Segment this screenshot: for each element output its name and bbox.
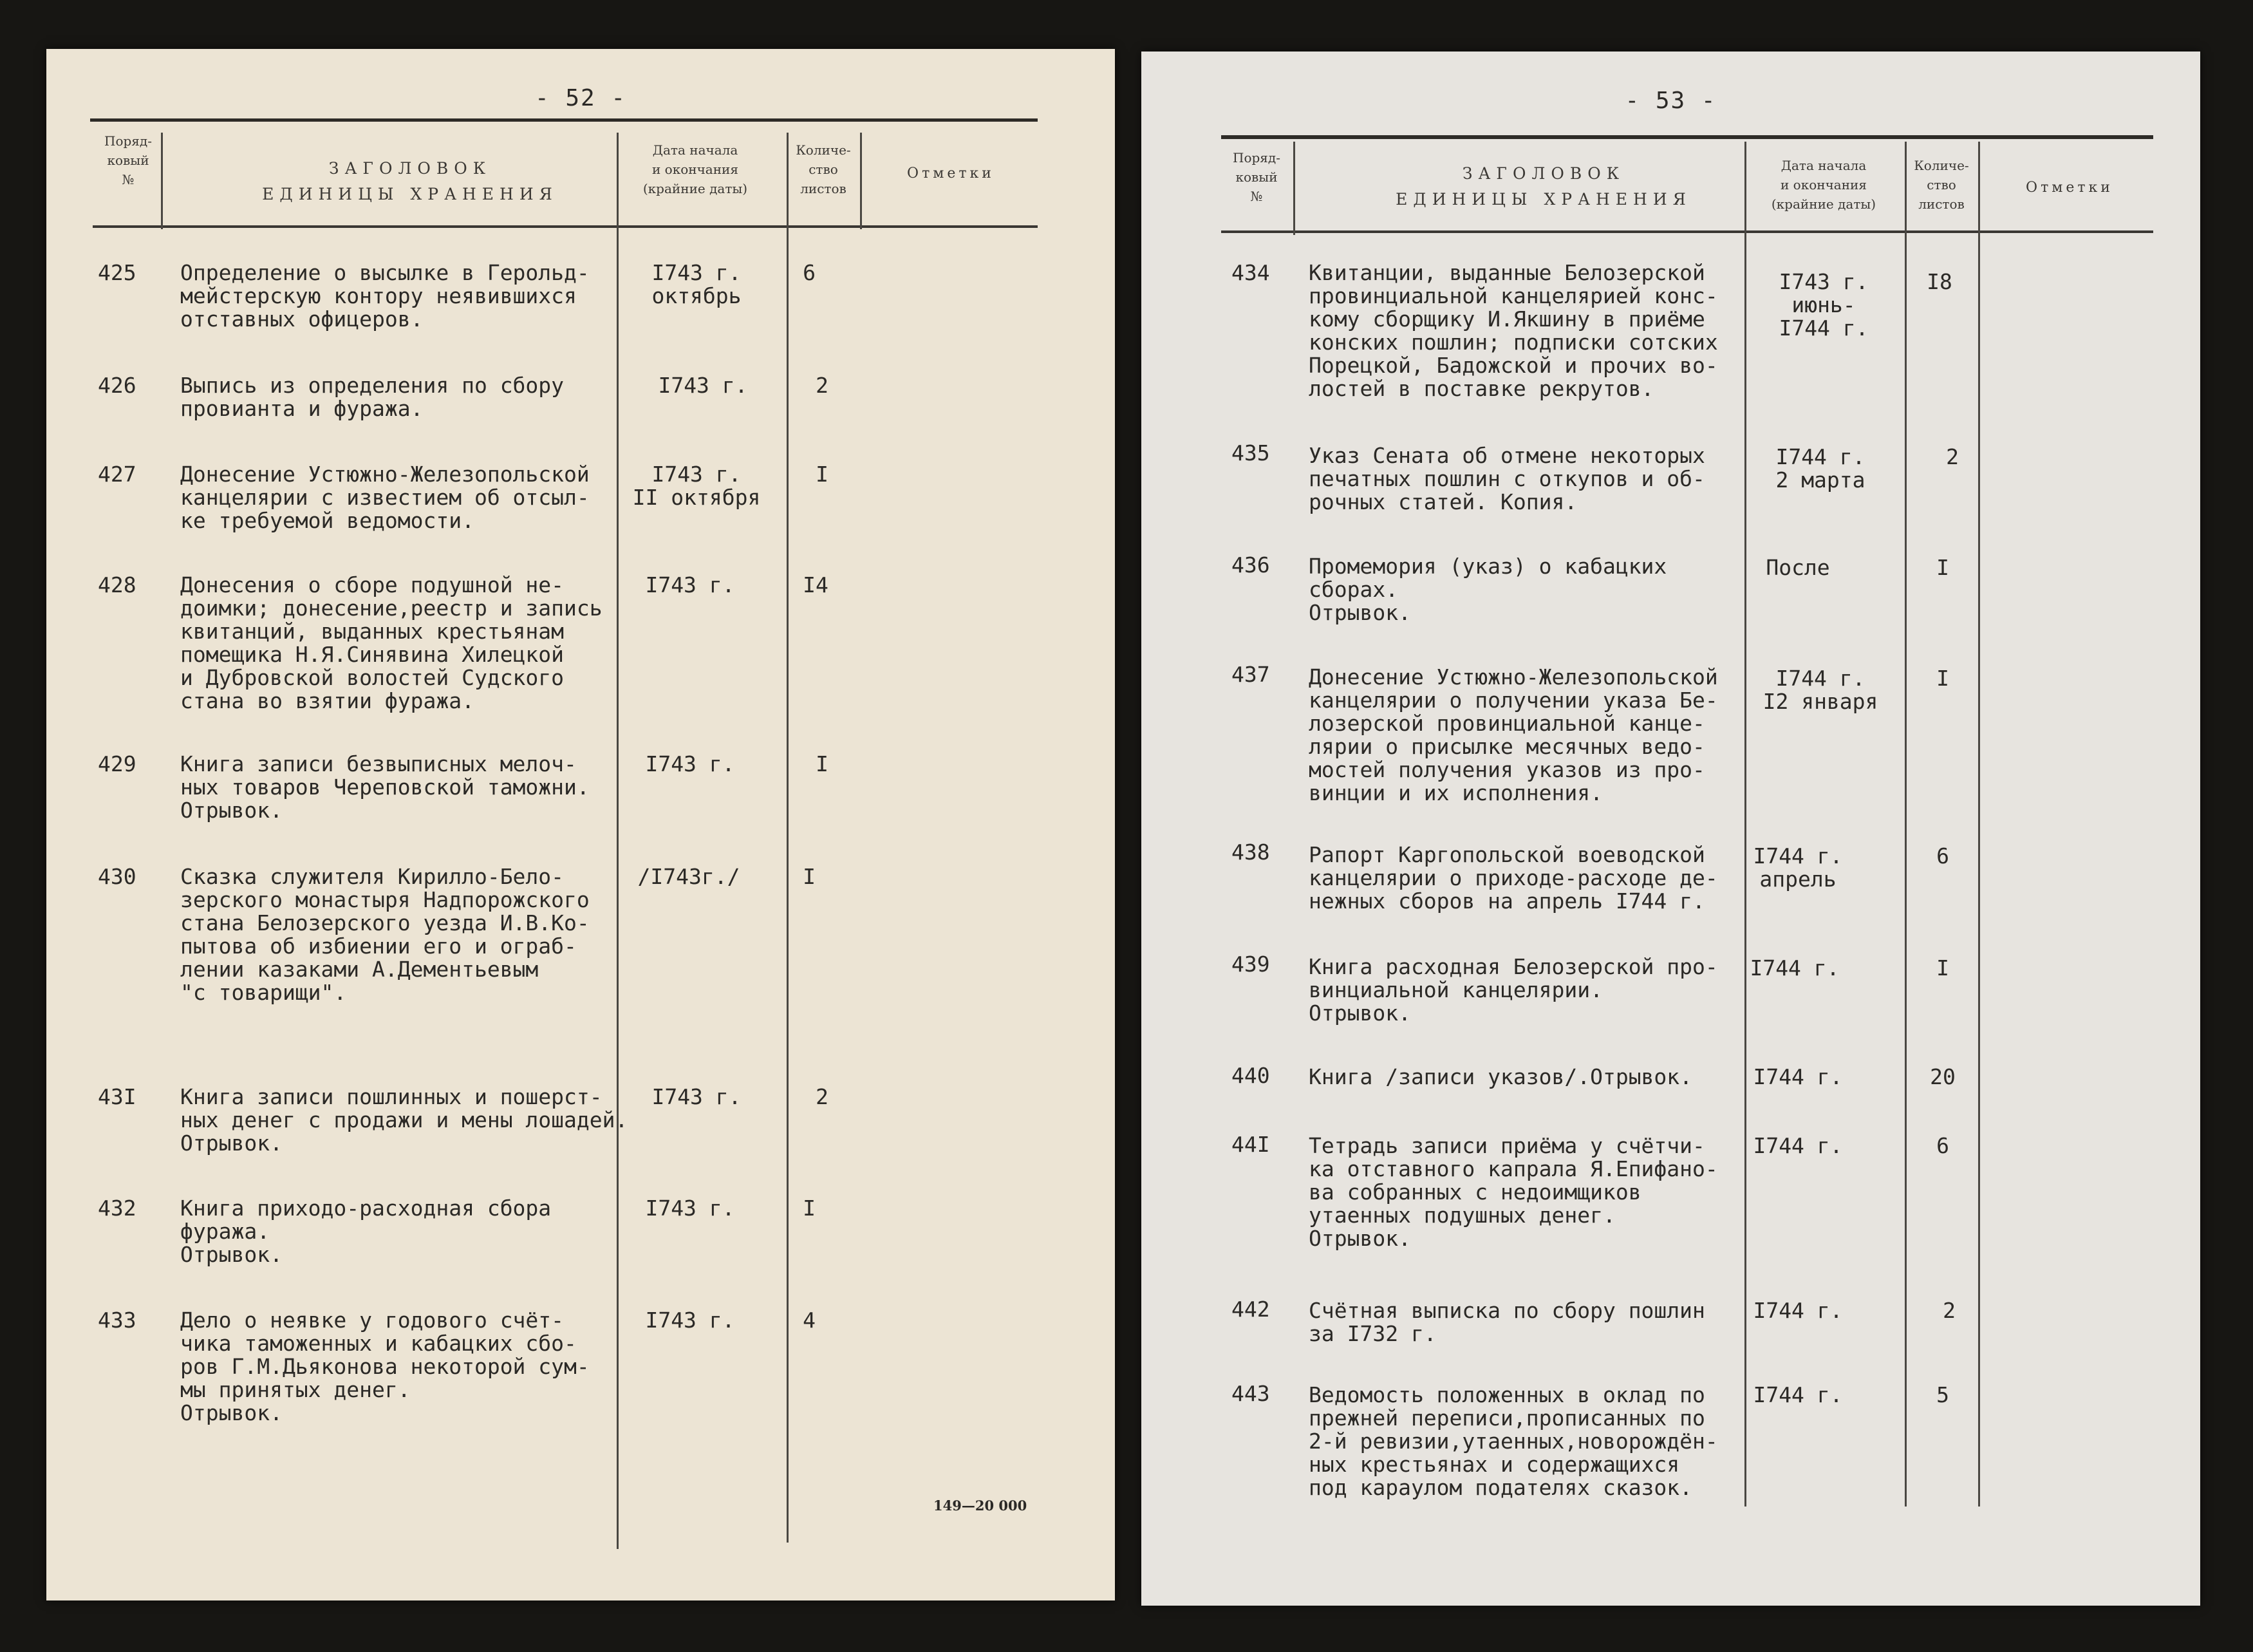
- row-title: Донесение Устюжно-Железопольской канцелярии о получении указа Бе- лозерской провинциальной канце- лярии о присылке месячных ведо- мостей получения указов из про- винции и их исполнения.: [1309, 664, 1718, 805]
- column-divider: [1905, 142, 1907, 1507]
- page-number: - 52 -: [534, 85, 627, 111]
- row-title: Определение о высылке в Герольд- мейстерскую контору неявившихся отставных офицеров.: [180, 260, 590, 332]
- row-number: 442: [1231, 1297, 1270, 1322]
- row-number: 427: [98, 462, 136, 487]
- header-title: ЗАГОЛОВОК ЕДИНИЦЫ ХРАНЕНИЯ: [1396, 164, 1692, 209]
- column-divider: [860, 133, 862, 229]
- header-rule: [93, 225, 1038, 228]
- row-count: 2: [816, 1084, 828, 1109]
- row-count: I: [803, 864, 816, 889]
- row-title: Книга /записи указов/.Отрывок.: [1309, 1064, 1693, 1089]
- row-count: I: [1936, 666, 1949, 691]
- row-title: Книга приходо-расходная сбора фуража. Отрывок.: [180, 1196, 552, 1267]
- column-divider: [617, 133, 619, 1549]
- left-page: [46, 49, 1115, 1600]
- row-dates: I743 г.: [645, 751, 735, 776]
- row-title: Ведомость положенных в оклад по прежней переписи,прописанных по 2-й ревизии,утаенных,новорождён- ных крестьянах и содержащихся под караулом подателях сказок.: [1309, 1382, 1718, 1500]
- row-dates: /I743г./: [637, 864, 740, 889]
- row-number: 430: [98, 864, 136, 889]
- row-dates: I744 г.: [1753, 1298, 1843, 1323]
- row-title: Тетрадь записи приёма у счётчи- ка отставного капрала Я.Епифано- ва собранных с недоимщиков утаенных подушных денег. Отрывок.: [1309, 1133, 1718, 1251]
- row-dates: I744 г. апрель: [1753, 843, 1843, 892]
- top-rule: [1221, 135, 2153, 139]
- row-dates: I744 г.: [1753, 1382, 1843, 1407]
- row-number: 436: [1231, 552, 1270, 577]
- row-title: Книга расходная Белозерской про- винциальной канцелярии. Отрывок.: [1309, 954, 1718, 1026]
- row-number: 443: [1231, 1381, 1270, 1406]
- row-number: 440: [1231, 1063, 1270, 1088]
- row-number: 44I: [1231, 1132, 1270, 1157]
- header-title: ЗАГОЛОВОК ЕДИНИЦЫ ХРАНЕНИЯ: [262, 159, 558, 203]
- row-dates: I743 г.: [651, 1084, 742, 1109]
- header-dates: Дата начала и окончания (крайние даты): [642, 142, 748, 196]
- row-dates: I744 г.: [1753, 1133, 1843, 1158]
- row-number: 428: [98, 572, 136, 597]
- row-dates: I743 г.: [645, 572, 735, 597]
- row-title: Донесения о сборе подушной не- доимки; донесение,реестр и запись квитанций, выданных крестьянам помещика Н.Я.Синявина Хилецкой и Дубровской волостей Судского стана во взятии фуража.: [180, 572, 603, 713]
- row-dates: I743 г. июнь- I744 г.: [1779, 269, 1869, 341]
- row-title: Книга записи безвыписных мелоч- ных товаров Череповской таможни. Отрывок.: [180, 751, 590, 823]
- row-title: Выпись из определения по сбору провианта и фуража.: [180, 373, 565, 421]
- header-count: Количе- ство листов: [796, 142, 851, 196]
- right-page: [1141, 52, 2200, 1606]
- row-count: 2: [1943, 1298, 1956, 1323]
- row-count: 20: [1930, 1064, 1956, 1089]
- header-number: Поряд- ковый №: [1233, 150, 1280, 204]
- column-divider: [161, 133, 163, 229]
- row-number: 433: [98, 1308, 136, 1333]
- header-notes: Отметки: [907, 165, 995, 182]
- top-rule: [90, 118, 796, 122]
- row-number: 438: [1231, 840, 1270, 865]
- row-count: 2: [1946, 444, 1959, 469]
- row-title: Книга записи пошлинных и пошерст- ных денег с продажи и мены лошадей. Отрывок.: [180, 1084, 628, 1156]
- row-title: Сказка служителя Кирилло-Бело- зерского монастыря Надпорожского стана Белозерского уезда И.В.Ко- пытова об избиении его и ограб- лении казаками А.Дементьевым "с товарищи".: [180, 864, 590, 1005]
- row-number: 437: [1231, 662, 1270, 687]
- row-title: Счётная выписка по сбору пошлин за I732 г.: [1309, 1298, 1705, 1346]
- row-title: Квитанции, выданные Белозерской провинциальной канцелярией конс- кому сборщику И.Якшину в приёме конских пошлин; подписки сотских Порецкой, Бадожской и прочих во- лостей в поставке рекрутов.: [1309, 260, 1718, 401]
- row-count: 2: [816, 373, 828, 398]
- row-title: Донесение Устюжно-Железопольской канцелярии с известием об отсыл- ке требуемой ведомости.: [180, 462, 590, 533]
- row-dates: I743 г.: [658, 373, 748, 398]
- header-notes: Отметки: [2026, 180, 2113, 196]
- row-count: I: [816, 751, 828, 776]
- header-count: Количе- ство листов: [1914, 158, 1969, 212]
- column-divider: [1293, 142, 1295, 235]
- row-number: 434: [1231, 260, 1270, 285]
- row-count: I: [816, 462, 828, 487]
- row-number: 439: [1231, 952, 1270, 977]
- row-title: Рапорт Каргопольской воеводской канцелярии о приходе-расходе де- нежных сборов на апрель I744 г.: [1309, 842, 1718, 914]
- top-rule: [754, 118, 1038, 122]
- page-number: - 53 -: [1625, 88, 1717, 114]
- header-number: Поряд- ковый №: [104, 133, 152, 187]
- row-dates: I744 г.: [1753, 1064, 1843, 1089]
- header-dates: Дата начала и окончания (крайние даты): [1771, 158, 1876, 212]
- row-count: 4: [803, 1308, 816, 1333]
- row-dates: I744 г.: [1750, 955, 1840, 981]
- row-count: I8: [1927, 269, 1952, 294]
- row-count: I4: [803, 572, 828, 597]
- row-number: 432: [98, 1196, 136, 1221]
- column-divider: [1978, 142, 1980, 1507]
- header-rule: [1221, 230, 2153, 233]
- row-count: 6: [1936, 843, 1949, 868]
- row-title: Промемория (указ) о кабацких сборах. Отрывок.: [1309, 554, 1667, 625]
- row-title: Указ Сената об отмене некоторых печатных пошлин с откупов и об- рочных статей. Копия.: [1309, 443, 1705, 514]
- row-number: 43I: [98, 1084, 136, 1109]
- row-dates: I744 г. I2 января: [1762, 666, 1878, 714]
- row-count: 5: [1936, 1382, 1949, 1407]
- row-count: 6: [1936, 1133, 1949, 1158]
- row-number: 435: [1231, 440, 1270, 465]
- row-number: 425: [98, 260, 136, 285]
- row-number: 426: [98, 373, 136, 398]
- row-dates: I744 г. 2 марта: [1775, 444, 1865, 493]
- row-count: I: [1936, 555, 1949, 580]
- print-mark: 149—20 000: [933, 1497, 1027, 1514]
- row-title: Дело о неявке у годового счёт- чика таможенных и кабацких сбо- ров Г.М.Дьяконова некоторой сум- мы принятых денег. Отрывок.: [180, 1308, 590, 1425]
- row-dates: I743 г. октябрь: [651, 260, 742, 308]
- row-dates: I743 г.: [645, 1308, 735, 1333]
- row-number: 429: [98, 751, 136, 776]
- row-dates: I743 г.: [645, 1196, 735, 1221]
- row-count: I: [803, 1196, 816, 1221]
- row-dates: I743 г. II октября: [632, 462, 761, 510]
- row-count: 6: [803, 260, 816, 285]
- row-count: I: [1936, 955, 1949, 981]
- row-dates: После: [1766, 555, 1830, 580]
